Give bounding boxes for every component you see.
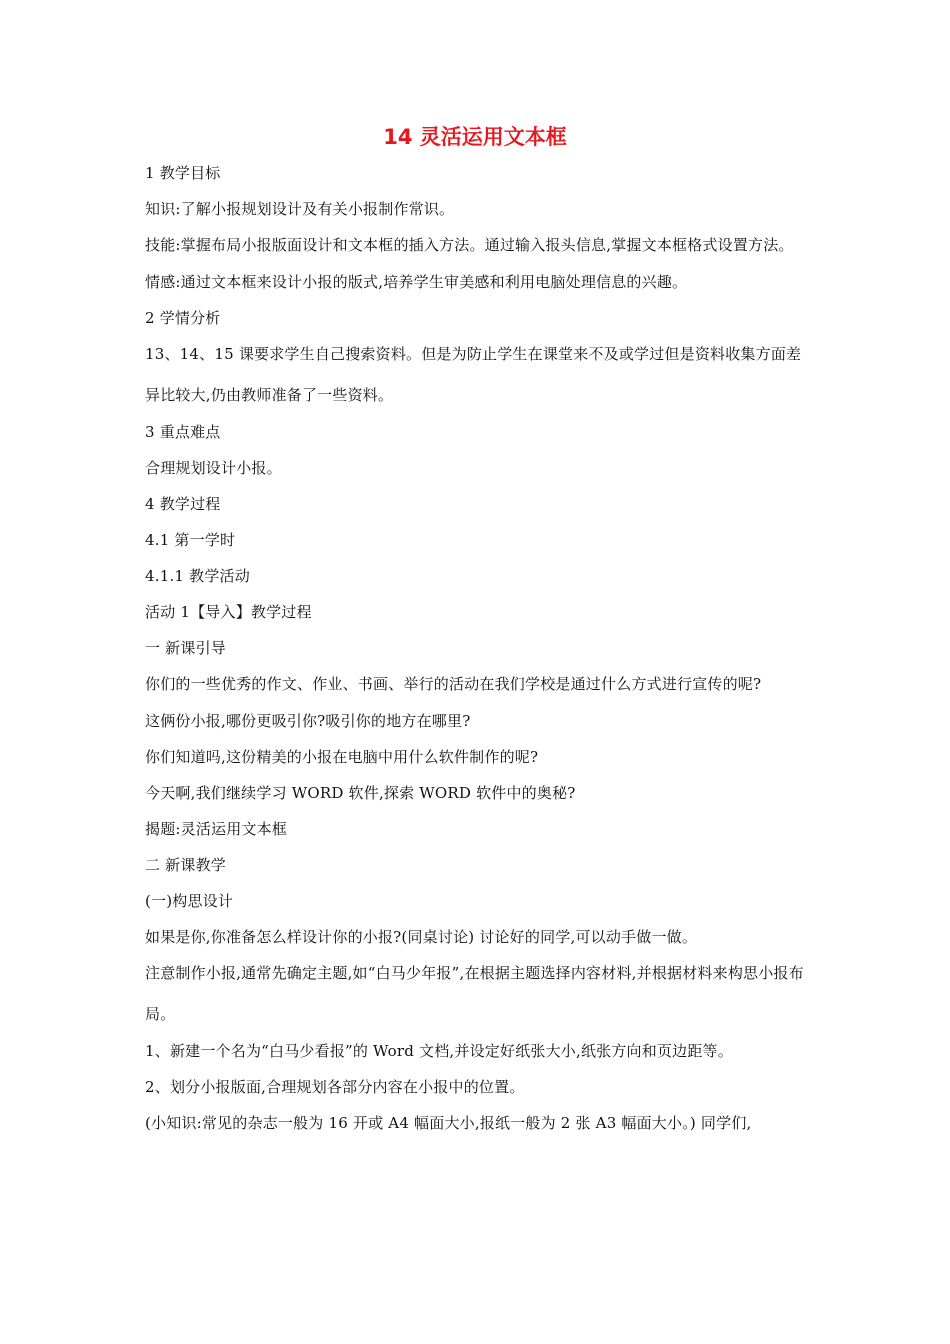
heading-key-difficulties: 3 重点难点 <box>145 423 221 441</box>
paragraph-skills: 技能:掌握布局小报版面设计和文本框的插入方法。通过输入报头信息,掌握文本框格式设置方法。 <box>145 236 794 254</box>
heading-student-analysis: 2 学情分析 <box>145 309 221 327</box>
heading-design-concept: (一)构思设计 <box>145 892 234 910</box>
paragraph-design-note: 注意制作小报,通常先确定主题,如“白马少年报”,在根据主题选择内容材料,并根据材料来构思小报布局。 <box>145 964 804 1023</box>
paragraph-design-question: 如果是你,你准备怎么样设计你的小报?(同桌讨论) 讨论好的同学,可以动手做一做。 <box>145 928 698 946</box>
paragraph-reveal-topic: 揭题:灵活运用文本框 <box>145 820 288 838</box>
paragraph-software-question: 你们知道吗,这份精美的小报在电脑中用什么软件制作的呢? <box>145 748 539 766</box>
heading-teaching-process: 4 教学过程 <box>145 495 221 513</box>
heading-new-lesson-intro: 一 新课引导 <box>145 639 226 657</box>
page-title: 14 灵活运用文本框 <box>383 125 567 149</box>
paragraph-student-analysis: 13、14、15 课要求学生自己搜索资料。但是为防止学生在课堂来不及或学过但是资料收集方面差异比较大,仍由教师准备了一些资料。 <box>145 345 802 404</box>
heading-teaching-goals: 1 教学目标 <box>145 164 221 182</box>
paragraph-step-2: 2、划分小报版面,合理规划各部分内容在小报中的位置。 <box>145 1078 525 1096</box>
paragraph-emotion: 情感:通过文本框来设计小报的版式,培养学生审美感和利用电脑处理信息的兴趣。 <box>145 273 688 291</box>
paragraph-intro-question: 你们的一些优秀的作文、作业、书画、举行的活动在我们学校是通过什么方式进行宣传的呢? <box>145 675 762 693</box>
paragraph-key-difficulties: 合理规划设计小报。 <box>145 459 282 477</box>
paragraph-word-today: 今天啊,我们继续学习 WORD 软件,探索 WORD 软件中的奥秘? <box>145 784 576 802</box>
paragraph-which-newspaper: 这俩份小报,哪份更吸引你?吸引你的地方在哪里? <box>145 712 471 730</box>
paragraph-tip: (小知识:常见的杂志一般为 16 开或 A4 幅面大小,报纸一般为 2 张 A3 幅面大小。) 同学们, <box>145 1114 752 1132</box>
document-body <box>145 160 810 1146</box>
heading-teaching-activities: 4.1.1 教学活动 <box>145 567 250 585</box>
paragraph-step-1: 1、新建一个名为“白马少看报”的 Word 文档,并设定好纸张大小,纸张方向和页边距等。 <box>145 1042 733 1060</box>
paragraph-knowledge: 知识:了解小报规划设计及有关小报制作常识。 <box>145 200 455 218</box>
heading-first-lesson: 4.1 第一学时 <box>145 531 236 549</box>
heading-activity-1: 活动 1【导入】教学过程 <box>145 603 312 621</box>
heading-new-lesson-teaching: 二 新课教学 <box>145 856 226 874</box>
